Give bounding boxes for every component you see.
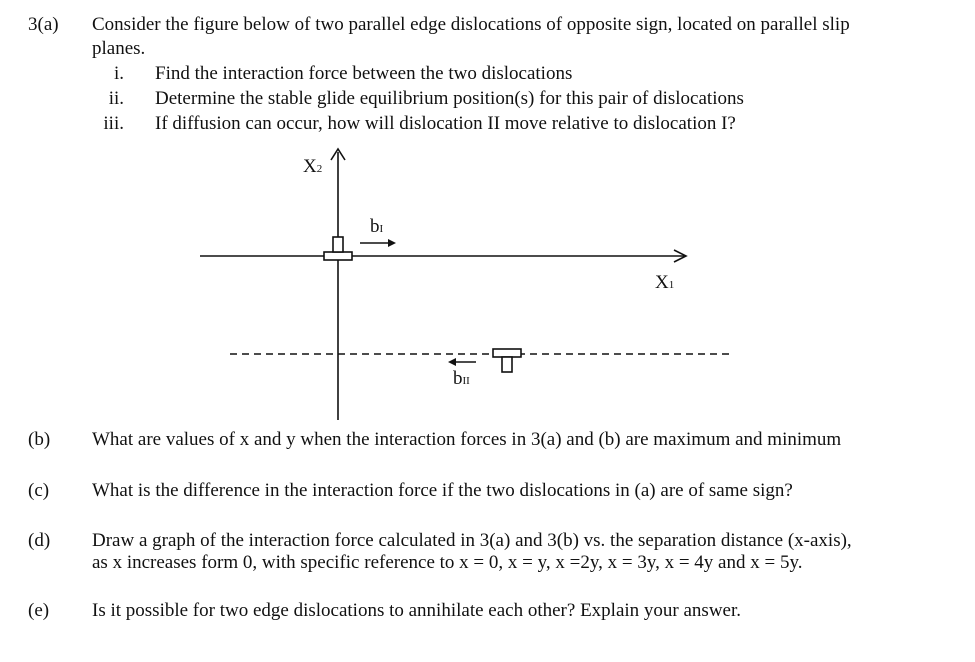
item-iii-text: If diffusion can occur, how will dislocation II move relative to dislocation I? [155, 113, 736, 134]
item-ii-text: Determine the stable glide equilibrium position(s) for this pair of dislocations [155, 88, 744, 109]
question-e-label: (e) [28, 600, 50, 621]
dislocation-II-symbol [493, 349, 521, 372]
question-3a-label: 3(a) [28, 14, 59, 35]
question-c-label: (c) [28, 480, 50, 501]
question-d-line2: as x increases form 0, with specific reference to x = 0, x = y, x =2y, x = 3y, x = 4y and x = 5y. [92, 552, 803, 573]
question-b-label: (b) [28, 429, 51, 450]
x1-axis-label: X1 [655, 272, 675, 293]
question-e-text: Is it possible for two edge dislocations to annihilate each other? Explain your answer. [92, 600, 741, 621]
dislocation-I-symbol [324, 237, 352, 260]
question-3a-intro-line1: Consider the figure below of two parallel edge dislocations of opposite sign, located on parallel slip [92, 14, 850, 35]
question-d-label: (d) [28, 530, 51, 551]
item-i-text: Find the interaction force between the two dislocations [155, 63, 573, 84]
question-c-text: What is the difference in the interaction force if the two dislocations in (a) are of same sign? [92, 480, 793, 501]
item-ii-number: ii. [108, 88, 124, 109]
question-b-text: What are values of x and y when the interaction forces in 3(a) and (b) are maximum and minimum [92, 429, 842, 450]
item-iii-number: iii. [103, 113, 124, 134]
x2-axis-label: X2 [303, 156, 323, 177]
item-i-number: i. [113, 63, 124, 84]
question-d-line1: Draw a graph of the interaction force calculated in 3(a) and 3(b) vs. the separation distance (x-axis), [92, 530, 852, 551]
burgers-vector-I-label: bI [370, 216, 384, 237]
burgers-vector-II-label: bII [453, 368, 470, 389]
burgers-vector-II-arrowhead [448, 358, 456, 366]
burgers-vector-I-arrowhead [388, 239, 396, 247]
question-3a-intro-line2: planes. [92, 38, 146, 59]
